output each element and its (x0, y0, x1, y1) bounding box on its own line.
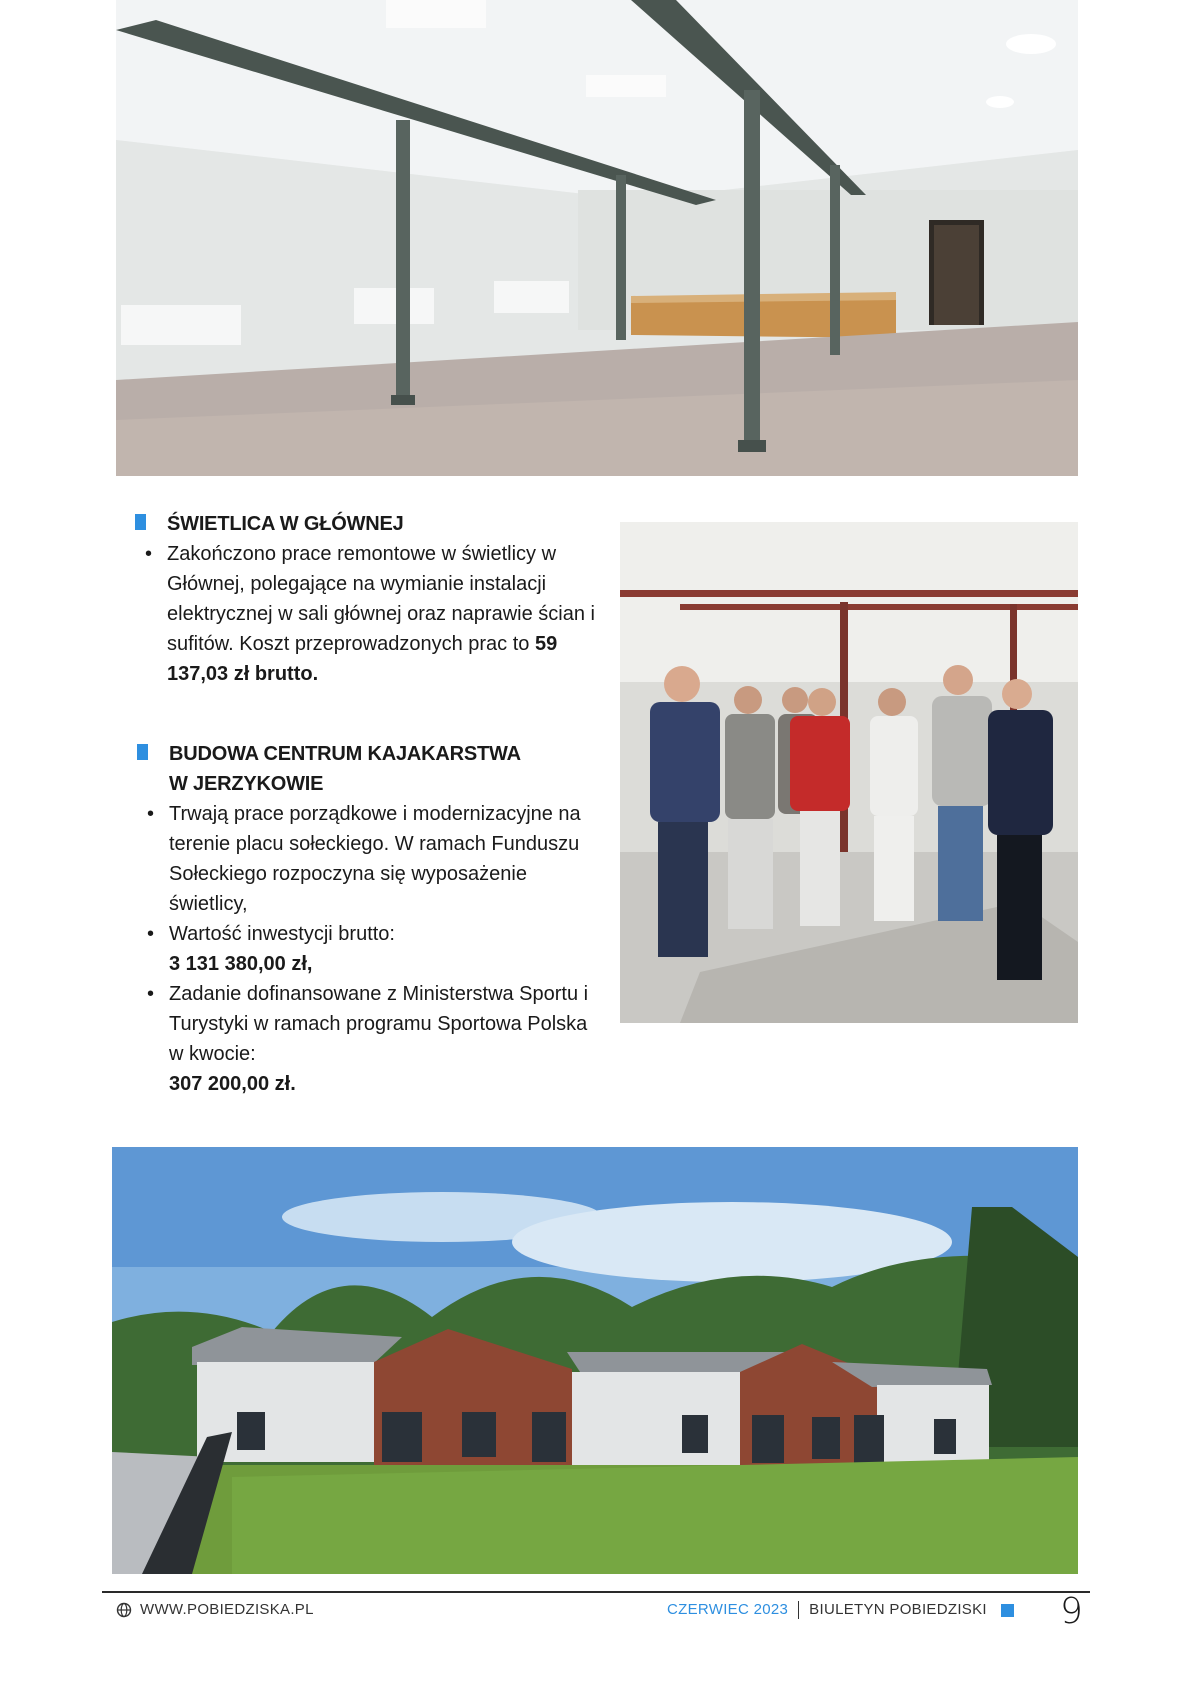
bullet-list (135, 539, 605, 689)
globe-icon (116, 1602, 132, 1618)
hall-interior-photo (116, 0, 1078, 476)
bullet-list (137, 799, 607, 1099)
list-item: • Zadanie dofinansowane z Ministerstwa Sportu i Turystyki w ramach programu Sportowa Polska w kwocie: 307 200,00 zł. (137, 979, 607, 1099)
section-swietlica-glowna (135, 509, 605, 689)
list-item: • Wartość inwestycji brutto: 3 131 380,00 zł, (137, 919, 607, 979)
section-heading: ŚWIETLICA W GŁÓWNEJ (135, 509, 605, 539)
footer-publication: BIULETYN POBIEDZISKI (809, 1601, 987, 1618)
list-item: • Zakończono prace remontowe w świetlicy w Głównej, polegające na wymianie instalacji elektrycznej w sali głównej oraz naprawie ścian i sufitów. Koszt przeprowadzonych prac to 59 137,03 zł brutto. (135, 539, 605, 689)
footer-separator (798, 1601, 799, 1619)
workers-group-photo (620, 522, 1078, 1023)
footer-month: CZERWIEC 2023 (667, 1601, 789, 1618)
page-number: 9 (1060, 1591, 1083, 1632)
section-centrum-kajakarstwa (137, 739, 607, 1099)
heading-marker (137, 744, 148, 760)
list-item: • Trwają prace porządkowe i modernizacyjne na terenie placu sołeckiego. W ramach Funduszu Sołeckiego rozpoczyna się wyposażenie świetlicy, (137, 799, 607, 919)
heading-marker (135, 514, 146, 530)
footer-website[interactable]: WWW.POBIEDZISKA.PL (116, 1600, 314, 1620)
footer-publication-info (667, 1600, 1014, 1620)
footer-divider (102, 1591, 1090, 1593)
kayaking-centre-building-photo (112, 1147, 1078, 1574)
footer-accent-square (1001, 1604, 1014, 1617)
section-heading: BUDOWA CENTRUM KAJAKARSTWA W JERZYKOWIE (137, 739, 607, 799)
